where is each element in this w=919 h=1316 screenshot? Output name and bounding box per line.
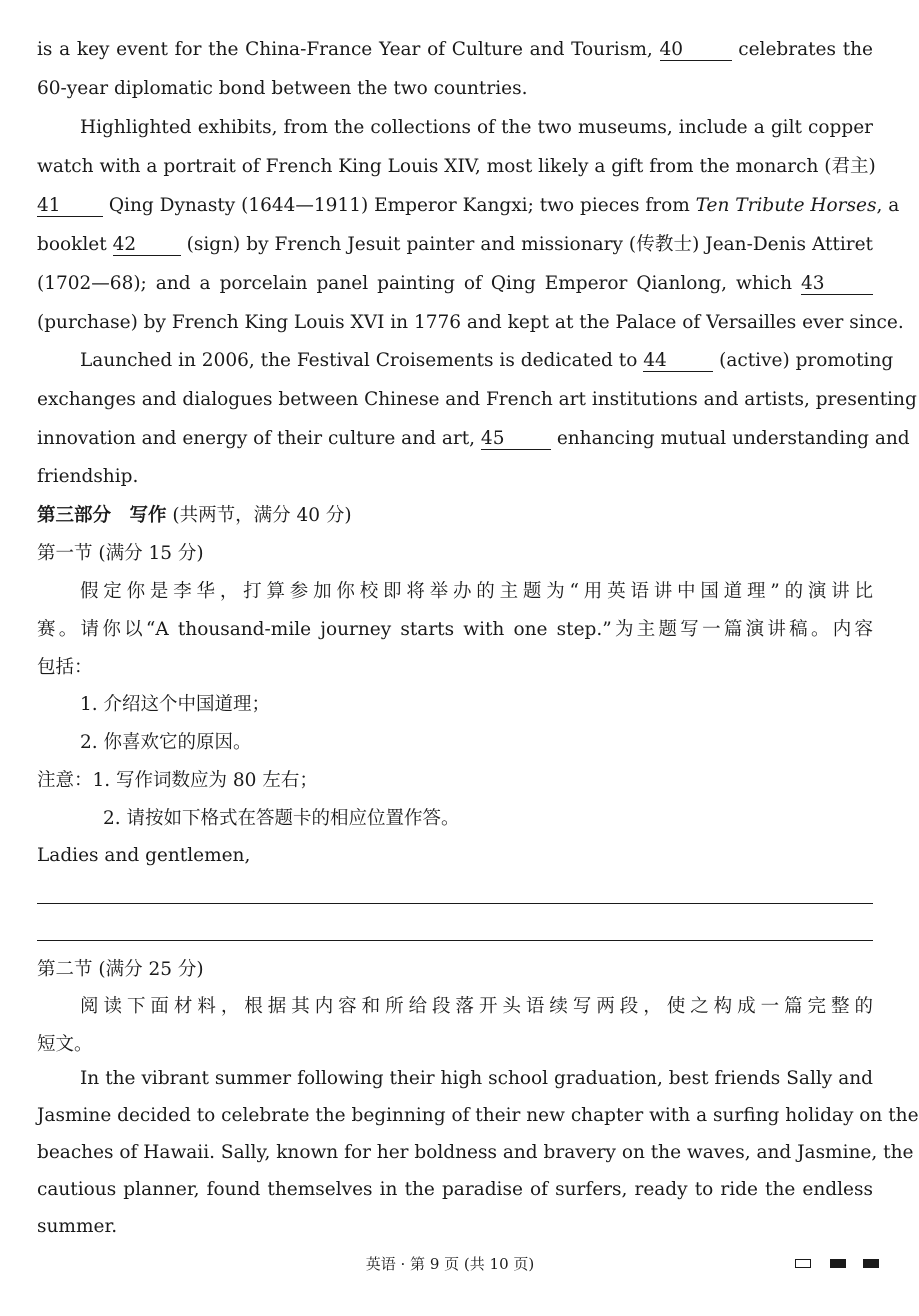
passage-line-12: friendship. (37, 466, 139, 487)
note-1: 注意：1. 写作词数应为 80 左右； (37, 770, 318, 791)
open-square-mark-icon (795, 1259, 811, 1268)
passage-line-2: 60-year diplomatic bond between the two countries. (37, 78, 528, 99)
passage-text: celebrates the (738, 39, 873, 60)
passage-text: (active) promoting (719, 350, 894, 371)
passage-line-1 (37, 38, 873, 62)
work-title: Ten Tribute Horses (695, 195, 877, 216)
section2-line-1: 阅读下面材料，根据其内容和所给段落开头语续写两段，使之构成一篇完整的 (80, 996, 873, 1017)
passage-text: , a (876, 195, 900, 216)
part-heading (37, 504, 873, 528)
story-line-4: cautious planner, found themselves in the paradise of surfers, ready to ride the endless (37, 1179, 873, 1200)
blank-42: 42 (113, 235, 181, 256)
passage-text: innovation and energy of their culture and art, (37, 428, 476, 449)
section1-title: 第一节 (满分 15 分) (37, 543, 204, 564)
passage-text: Qing Dynasty (1644—1911) Emperor Kangxi; two pieces from (108, 195, 690, 216)
passage-text: booklet (37, 234, 107, 255)
answer-line-2 (37, 940, 873, 941)
part-note: (共两节，满分 40 分) (172, 505, 352, 526)
blank-41: 41 (37, 196, 103, 217)
blank-44: 44 (643, 351, 713, 372)
blank-43: 43 (801, 274, 873, 295)
passage-text: (1702—68); and a porcelain panel painting of Qing Emperor Qianlong, which (37, 273, 792, 294)
passage-line-9 (80, 349, 894, 373)
blank-40: 40 (660, 40, 732, 61)
story-line-1: In the vibrant summer following their high school graduation, best friends Sally and (80, 1068, 873, 1089)
passage-text: Launched in 2006, the Festival Croisements is dedicated to (80, 350, 638, 371)
story-line-3: beaches of Hawaii. Sally, known for her boldness and bravery on the waves, and Jasmine, the (37, 1142, 914, 1163)
content-item-2: 2. 你喜欢它的原因。 (80, 732, 252, 753)
section2-line-2: 短文。 (37, 1034, 93, 1055)
passage-text: is a key event for the China-France Year of Culture and Tourism, (37, 39, 653, 60)
section1-line-1: 假定你是李华，打算参加你校即将举办的主题为“用英语讲中国道理”的演讲比 (80, 581, 873, 602)
filled-square-mark-icon (830, 1259, 846, 1268)
blank-45: 45 (481, 429, 551, 450)
part-title: 第三部分 写作 (37, 505, 167, 526)
story-line-2: Jasmine decided to celebrate the beginning of their new chapter with a surfing holiday on the (37, 1105, 919, 1126)
page-footer: 英语 · 第 9 页 (共 10 页) (365, 1255, 535, 1273)
section1-line-2: 赛。请你以“A thousand-mile journey starts with one step.”为主题写一篇演讲稿。内容 (37, 619, 873, 640)
passage-line-5 (37, 194, 900, 218)
content-item-1: 1. 介绍这个中国道理； (80, 694, 271, 715)
passage-line-7 (37, 272, 873, 296)
filled-square-mark-icon (863, 1259, 879, 1268)
salutation: Ladies and gentlemen, (37, 845, 251, 866)
passage-text: enhancing mutual understanding and (556, 428, 910, 449)
section2-title: 第二节 (满分 25 分) (37, 959, 204, 980)
passage-line-4: watch with a portrait of French King Louis XIV, most likely a gift from the monarch (君主) (37, 156, 876, 177)
section1-line-3: 包括： (37, 657, 93, 678)
passage-line-10: exchanges and dialogues between Chinese and French art institutions and artists, presenting (37, 389, 917, 410)
answer-line-1 (37, 903, 873, 904)
passage-line-6 (37, 233, 873, 257)
note-2: 2. 请按如下格式在答题卡的相应位置作答。 (103, 808, 460, 829)
passage-line-3: Highlighted exhibits, from the collections of the two museums, include a gilt copper (80, 117, 873, 138)
story-line-5: summer. (37, 1216, 118, 1237)
passage-line-8: (purchase) by French King Louis XVI in 1776 and kept at the Palace of Versailles ever since. (37, 312, 904, 333)
passage-text: (sign) by French Jesuit painter and missionary (传教士) Jean-Denis Attiret (186, 234, 873, 255)
passage-line-11 (37, 427, 910, 451)
